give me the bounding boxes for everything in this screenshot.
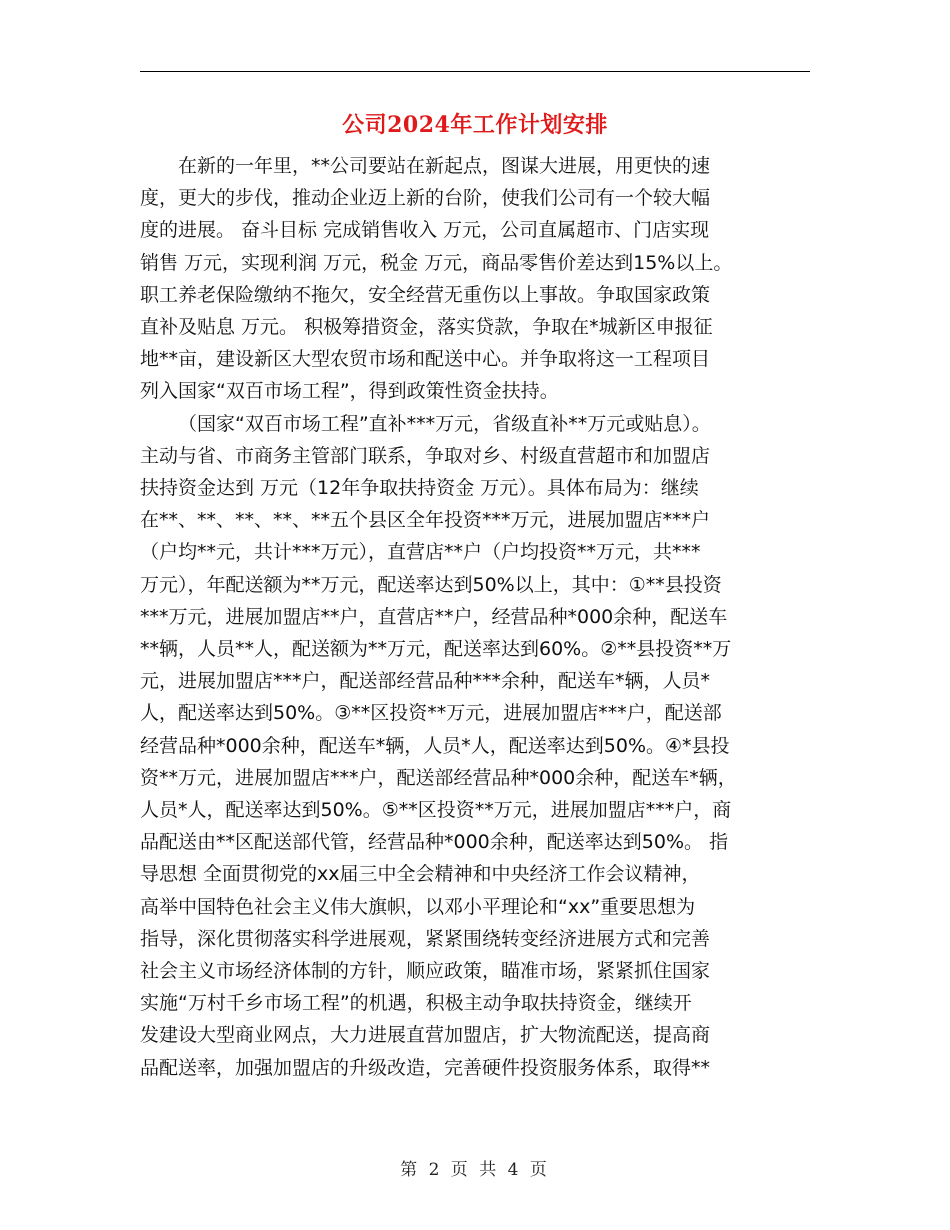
body-line: 在新的一年里，**公司要站在新起点，图谋大进展，用更快的速 bbox=[178, 155, 711, 177]
body-line: （国家“双百市场工程”直补***万元，省级直补**万元或贴息）。 bbox=[178, 412, 711, 435]
document-title: 公司2024年工作计划安排 bbox=[342, 112, 608, 138]
body-line: 实施“万村千乡市场工程”的机遇，积极主动争取扶持资金，继续开 bbox=[140, 992, 692, 1015]
page-number-footer: 第 2 页 共 4 页 bbox=[400, 1160, 550, 1180]
body-line: 社会主义市场经济体制的方针，顺应政策，瞄准市场，紧紧抓住国家 bbox=[140, 960, 711, 983]
body-line: 职工养老保险缴纳不拖欠，安全经营无重伤以上事故。争取国家政策 bbox=[140, 283, 711, 306]
body-line: 地**亩，建设新区大型农贸市场和配送中心。并争取将这一工程项目 bbox=[140, 348, 711, 371]
body-line: （户均**元，共计***万元），直营店**户（户均投资**万元，共*** bbox=[140, 541, 701, 564]
body-line: 发建设大型商业网点，大力进展直营加盟店，扩大物流配送，提高商 bbox=[140, 1024, 711, 1047]
body-line: 在**、**、**、**、**五个县区全年投资***万元，进展加盟店***户 bbox=[140, 509, 711, 532]
body-line: 资**万元，进展加盟店***户，配送部经营品种*000余种，配送车*辆， bbox=[140, 766, 737, 789]
body-line: ***万元，进展加盟店**户，直营店**户，经营品种*000余种，配送车 bbox=[140, 605, 728, 628]
body-line: 元，进展加盟店***户，配送部经营品种***余种，配送车*辆，人员* bbox=[140, 670, 711, 693]
body-line: 主动与省、市商务主管部门联系，争取对乡、村级直营超市和加盟店 bbox=[140, 444, 711, 467]
body-line: 品配送率，加强加盟店的升级改造，完善硬件投资服务体系，取得** bbox=[140, 1056, 711, 1079]
body-line: 列入国家“双百市场工程”，得到政策性资金扶持。 bbox=[140, 380, 559, 403]
body-line: 销售 万元，实现利润 万元，税金 万元，商品零售价差达到15%以上。 bbox=[140, 251, 733, 274]
body-line: 品配送由**区配送部代管，经营品种*000余种，配送率达到50%。 指 bbox=[140, 831, 729, 854]
body-line: 人员*人，配送率达到50%。⑤**区投资**万元，进展加盟店***户，商 bbox=[140, 799, 732, 822]
body-line: 万元），年配送额为**万元，配送率达到50%以上，其中：①**县投资 bbox=[140, 573, 722, 596]
body-line: 扶持资金达到 万元（12年争取扶持资金 万元）。具体布局为：继续 bbox=[140, 477, 699, 500]
body-line: 导思想 全面贯彻党的xx届三中全会精神和中央经济工作会议精神， bbox=[140, 863, 701, 886]
body-line: 高举中国特色社会主义伟大旗帜，以邓小平理论和“xx”重要思想为 bbox=[140, 895, 696, 918]
document-body bbox=[140, 150, 820, 1084]
body-line: 经营品种*000余种，配送车*辆，人员*人，配送率达到50%。④*县投 bbox=[140, 734, 730, 757]
body-line: **辆，人员**人，配送额为**万元，配送率达到60%。②**县投资**万 bbox=[140, 638, 732, 661]
body-line: 人，配送率达到50%。③**区投资**万元，进展加盟店***户，配送部 bbox=[140, 702, 722, 725]
body-line: 指导，深化贯彻落实科学进展观，紧紧围绕转变经济进展方式和完善 bbox=[140, 927, 711, 950]
body-line: 度的进展。 奋斗目标 完成销售收入 万元，公司直属超市、门店实现 bbox=[140, 219, 710, 242]
header-rule bbox=[140, 71, 810, 72]
body-line: 直补及贴息 万元。 积极筹措资金，落实贷款，争取在*城新区申报征 bbox=[140, 316, 713, 339]
body-line: 度，更大的步伐，推动企业迈上新的台阶，使我们公司有一个较大幅 bbox=[140, 187, 711, 210]
